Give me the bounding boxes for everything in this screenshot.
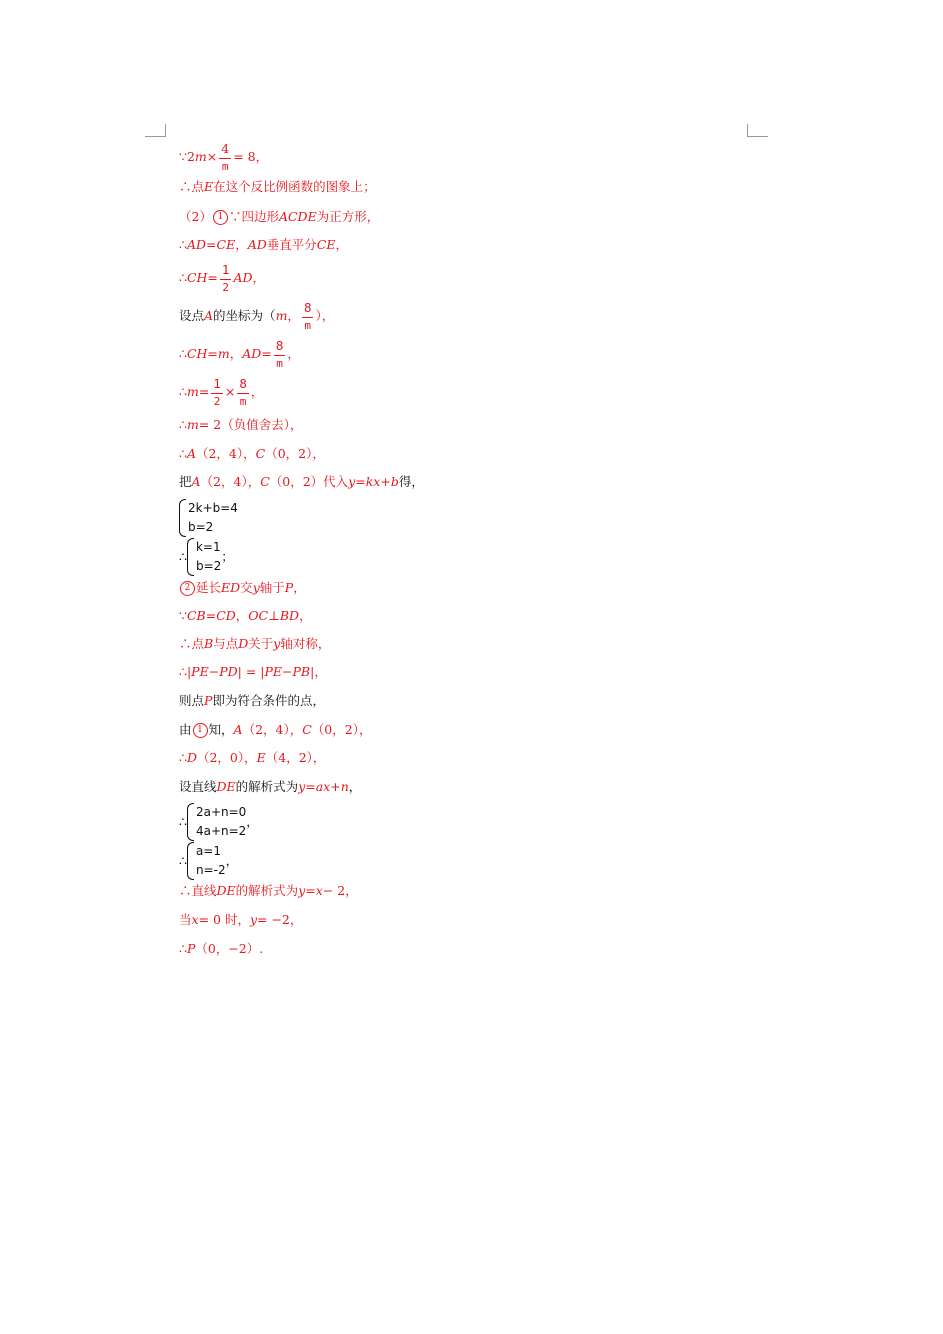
- variable: CH: [186, 270, 208, 285]
- variable: m: [194, 149, 207, 164]
- text: ∴直线: [179, 883, 217, 898]
- text: 与点: [213, 636, 239, 651]
- text: 由: [179, 722, 192, 738]
- text: −: [208, 664, 220, 679]
- denominator: m: [276, 356, 283, 370]
- denominator: m: [304, 318, 312, 332]
- solution-line-19: [179, 723, 371, 738]
- text: （2，0），: [196, 750, 257, 765]
- text: ∴: [179, 813, 187, 829]
- text: （2，4），: [242, 722, 303, 738]
- text: ，: [250, 384, 264, 399]
- variable: ACDE: [278, 209, 317, 225]
- text: （4，2），: [265, 750, 326, 765]
- variable: m: [275, 308, 288, 323]
- equation-system-3: [179, 803, 259, 841]
- variable: B: [204, 636, 214, 651]
- page-corner-mark-top-right: [747, 124, 768, 137]
- numerator: 8: [237, 378, 249, 394]
- text: 设直线: [179, 779, 217, 794]
- variable: y: [249, 912, 258, 927]
- variable: PE: [264, 664, 283, 679]
- solution-line-5: [179, 264, 265, 293]
- denominator: 2: [222, 280, 229, 294]
- text: ⊥: [268, 608, 280, 623]
- text: ，: [235, 237, 248, 252]
- text: 交: [240, 580, 253, 596]
- equation-system: [187, 803, 246, 841]
- text: （0，2），: [265, 446, 325, 461]
- variable: AD: [247, 237, 267, 252]
- text: 延长: [196, 580, 222, 596]
- solution-line-24: [179, 885, 358, 898]
- solution-line-26: [179, 943, 263, 956]
- text: = −2，: [257, 912, 303, 927]
- text: =: [206, 237, 217, 252]
- text: ∴: [179, 446, 187, 461]
- text: 在这个反比例函数的图象上；: [213, 179, 376, 194]
- variable: D: [238, 636, 249, 651]
- text: ∴点: [179, 179, 205, 194]
- solution-line-14: [179, 581, 306, 596]
- text: 轴于: [259, 580, 285, 596]
- variable: AD: [242, 346, 262, 361]
- solution-line-7: [179, 340, 300, 369]
- text: ×: [224, 384, 236, 399]
- text: 即为符合条件的点，: [212, 693, 325, 708]
- variable: A: [186, 446, 196, 461]
- solution-line-16: [179, 638, 330, 651]
- text: （0，2）代入: [269, 474, 349, 489]
- variable: y: [298, 883, 306, 898]
- variable: CD: [216, 608, 236, 623]
- text: ∴点: [179, 636, 205, 651]
- text: −: [282, 664, 293, 679]
- circled-number: 1: [213, 210, 228, 225]
- variable: y: [252, 580, 260, 596]
- text: ，: [293, 580, 306, 596]
- equation-row: b=2: [195, 559, 222, 573]
- equation-row: a=1: [195, 844, 221, 858]
- text: |，: [310, 664, 327, 679]
- text: ∵2: [179, 149, 195, 164]
- equation-system-2: [179, 538, 234, 576]
- text: ∴: [179, 237, 187, 252]
- equation-row: 4a+n=2: [195, 824, 247, 838]
- fraction: [219, 143, 231, 172]
- text: − 2，: [322, 883, 358, 898]
- variable: CE: [316, 237, 336, 252]
- solution-line-3: [179, 210, 379, 225]
- variable: PD: [219, 664, 238, 679]
- variable: C: [302, 722, 312, 738]
- variable: kx: [365, 474, 381, 489]
- text: 则点: [179, 693, 205, 708]
- circled-number: 1: [193, 723, 208, 738]
- variable: DE: [216, 779, 236, 794]
- text: ，: [229, 346, 243, 361]
- equation-row: 2k+b=4: [188, 501, 238, 515]
- text: ∴: [179, 548, 187, 564]
- text: 把: [179, 474, 192, 489]
- solution-line-11: [179, 476, 424, 489]
- variable: PE: [191, 664, 209, 679]
- text: 轴对称，: [280, 636, 331, 651]
- text: =: [207, 346, 218, 361]
- variable: P: [284, 580, 294, 596]
- brace: [187, 803, 194, 841]
- variable: n: [340, 779, 349, 794]
- variable: b: [390, 474, 399, 489]
- text: =: [305, 779, 316, 794]
- fraction: [302, 302, 314, 331]
- variable: y: [348, 474, 356, 489]
- text: = 2（负值舍去），: [198, 417, 303, 432]
- text: （0，−2）.: [195, 941, 264, 956]
- variable: D: [186, 750, 197, 765]
- text: （2，4），: [200, 474, 261, 489]
- numerator: 1: [211, 378, 223, 394]
- variable: x: [315, 883, 323, 898]
- solution-line-10: [179, 448, 325, 461]
- text: ∴: [179, 852, 187, 868]
- denominator: m: [239, 394, 247, 408]
- equation-system-1: [179, 499, 238, 537]
- variable: A: [191, 474, 201, 489]
- solution-line-21: [179, 781, 361, 794]
- variable: m: [217, 346, 230, 361]
- text: ），: [315, 308, 335, 323]
- text: ∴: [179, 941, 187, 956]
- solution-line-2: [179, 181, 376, 194]
- variable: BD: [279, 608, 300, 623]
- text: ，: [348, 779, 362, 794]
- text: 得，: [398, 474, 424, 489]
- variable: CH: [186, 346, 208, 361]
- text: （2，4），: [195, 446, 256, 461]
- solution-line-8: [179, 378, 263, 407]
- variable: CB: [186, 608, 206, 623]
- numerator: 8: [302, 302, 314, 318]
- text: 当: [179, 912, 192, 927]
- text: ，: [299, 608, 312, 623]
- text: ∴: [179, 346, 187, 361]
- numerator: 8: [274, 340, 286, 356]
- brace: [187, 842, 194, 880]
- numerator: 4: [219, 143, 231, 159]
- text: +: [330, 779, 341, 794]
- text: 知，: [208, 722, 234, 738]
- solution-line-18: [179, 695, 325, 708]
- numerator: 1: [220, 264, 232, 280]
- fraction: [274, 340, 286, 369]
- variable: y: [298, 779, 306, 794]
- variable: DE: [216, 883, 236, 898]
- text: =: [198, 384, 210, 399]
- text: ；: [221, 548, 234, 564]
- fraction: [220, 264, 232, 293]
- text: ∴: [179, 750, 187, 765]
- variable: y: [273, 636, 281, 651]
- text: =: [261, 346, 272, 361]
- equation-system: [179, 499, 238, 537]
- variable: ax: [315, 779, 331, 794]
- text: =: [207, 270, 218, 285]
- text: ，: [246, 813, 259, 829]
- text: 为正方形，: [316, 209, 380, 225]
- text: 的解析式为: [235, 883, 299, 898]
- solution-line-20: [179, 752, 325, 765]
- solution-line-1: [179, 143, 268, 172]
- text: ∵四边形: [228, 209, 279, 225]
- text: 的坐标为（: [213, 308, 276, 323]
- text: （0，2），: [311, 722, 372, 738]
- page-corner-mark-top-left: [145, 124, 166, 137]
- text: =: [305, 883, 316, 898]
- variable: A: [233, 722, 243, 738]
- circled-number: 2: [180, 581, 195, 596]
- text: ，: [225, 852, 239, 868]
- denominator: 2: [213, 394, 221, 408]
- text: ∵: [179, 608, 187, 623]
- text: ∴: [179, 417, 187, 432]
- solution-line-15: [179, 610, 312, 623]
- variable: C: [260, 474, 270, 489]
- equation-row: 2a+n=0: [195, 805, 247, 819]
- variable: m: [186, 384, 199, 399]
- variable: CE: [216, 237, 236, 252]
- variable: P: [186, 941, 196, 956]
- solution-line-6: [179, 302, 334, 331]
- text: ，: [235, 608, 249, 623]
- equation-system-4: [179, 842, 238, 880]
- variable: m: [186, 417, 199, 432]
- text: ，: [287, 308, 300, 323]
- variable: E: [256, 750, 266, 765]
- text: ，: [252, 270, 266, 285]
- variable: PB: [292, 664, 311, 679]
- text: = 8，: [233, 149, 269, 164]
- text: ∴: [179, 384, 187, 399]
- equation-system: [187, 842, 226, 880]
- text: ∴: [179, 270, 187, 285]
- text: ，: [335, 237, 349, 252]
- equation-row: b=2: [188, 520, 214, 534]
- brace: [179, 499, 186, 537]
- fraction: [211, 378, 223, 407]
- variable: x: [191, 912, 199, 927]
- text: ，: [287, 346, 300, 361]
- text: ∴|: [179, 664, 192, 679]
- text: 垂直平分: [266, 237, 317, 252]
- variable: E: [204, 179, 214, 194]
- solution-line-4: [179, 239, 348, 252]
- solution-line-9: [179, 419, 302, 432]
- text: 关于: [248, 636, 274, 651]
- equation-row: n=-2: [195, 863, 226, 877]
- denominator: m: [221, 159, 229, 173]
- variable: ED: [221, 580, 241, 596]
- variable: A: [204, 308, 214, 323]
- variable: C: [255, 446, 266, 461]
- text: ×: [206, 149, 218, 164]
- brace: [187, 538, 194, 576]
- text: 设点: [179, 308, 205, 323]
- text: +: [380, 474, 391, 489]
- text: =: [205, 608, 217, 623]
- fraction: [237, 378, 249, 407]
- text: 的解析式为: [235, 779, 299, 794]
- solution-line-25: [179, 914, 302, 927]
- text: （2）: [179, 209, 212, 225]
- equation-system: [187, 538, 221, 576]
- text: = 0 时，: [198, 912, 250, 927]
- variable: AD: [186, 237, 207, 252]
- text: =: [355, 474, 366, 489]
- solution-line-17: [179, 666, 327, 679]
- text: | = |: [237, 664, 265, 679]
- equation-row: k=1: [195, 540, 221, 554]
- variable: P: [204, 693, 213, 708]
- variable: OC: [248, 608, 269, 623]
- variable: AD: [233, 270, 253, 285]
